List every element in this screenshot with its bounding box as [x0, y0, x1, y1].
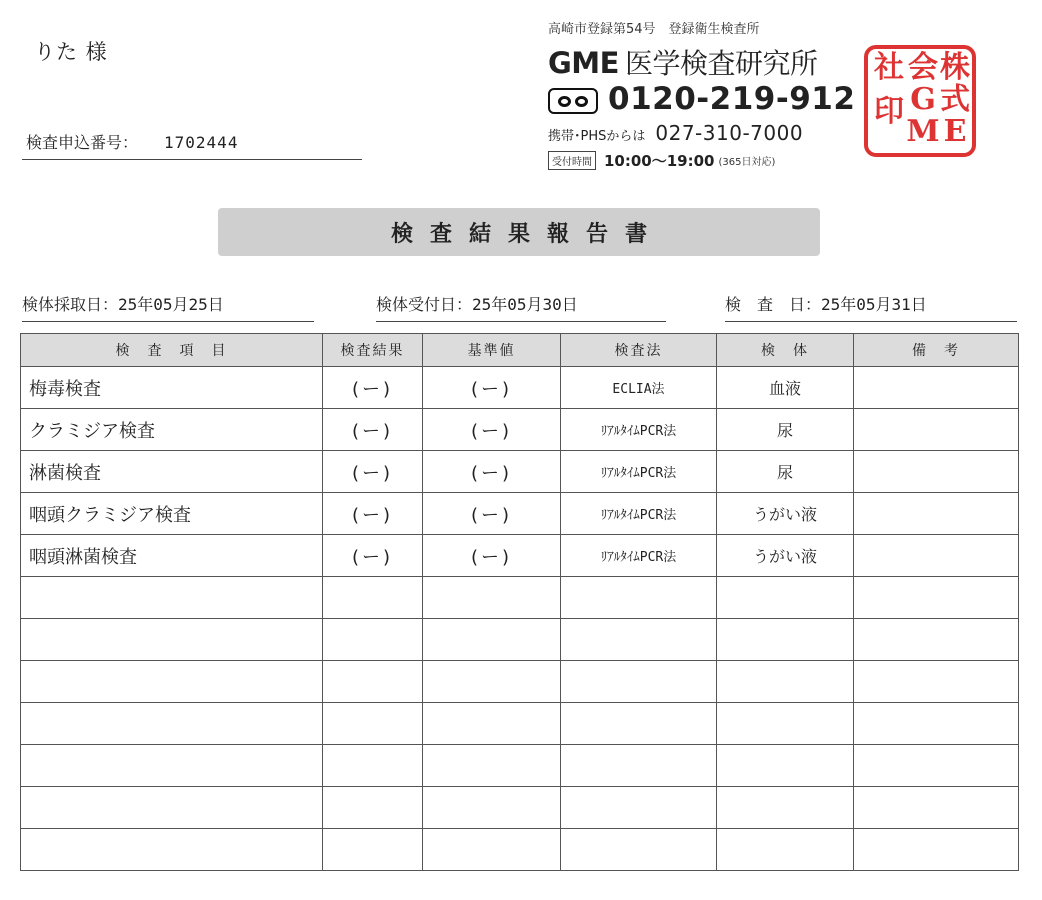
header-method: 検査法: [561, 334, 717, 367]
patient-name: りた 様: [34, 40, 108, 64]
empty-cell: [323, 577, 423, 619]
hours-label: 受付時間: [548, 151, 596, 170]
specimen: うがい液: [717, 493, 854, 535]
application-number-value: 1702444: [164, 133, 239, 152]
test-item: 咽頭淋菌検査: [21, 535, 323, 577]
reference-value: (ー): [423, 451, 561, 493]
empty-cell: [717, 745, 854, 787]
empty-cell: [423, 577, 561, 619]
test-result: (ー): [323, 451, 423, 493]
test-item: クラミジア検査: [21, 409, 323, 451]
seal-glyph: 印: [874, 94, 904, 129]
empty-cell: [854, 619, 1019, 661]
seal-glyph: G: [910, 82, 936, 117]
collection-date: 検体採取日：25年05月25日: [22, 292, 314, 322]
empty-cell: [854, 577, 1019, 619]
empty-cell: [561, 619, 717, 661]
table-row: [21, 367, 1019, 409]
empty-cell: [561, 787, 717, 829]
test-method: ﾘｱﾙﾀｲﾑPCR法: [561, 493, 717, 535]
test-method: ﾘｱﾙﾀｲﾑPCR法: [561, 535, 717, 577]
empty-cell: [21, 787, 323, 829]
hours-note: (365日対応): [718, 157, 776, 168]
empty-table-row: [21, 829, 1019, 871]
empty-cell: [854, 829, 1019, 871]
test-result: (ー): [323, 367, 423, 409]
table-row: [21, 493, 1019, 535]
test-item: 淋菌検査: [21, 451, 323, 493]
table-row: [21, 409, 1019, 451]
empty-cell: [423, 745, 561, 787]
results-table: [20, 333, 1019, 871]
test-item: 咽頭クラミジア検査: [21, 493, 323, 535]
empty-cell: [854, 661, 1019, 703]
test-item: 梅毒検査: [21, 367, 323, 409]
empty-cell: [323, 619, 423, 661]
reference-value: (ー): [423, 493, 561, 535]
seal-glyph: M: [906, 114, 940, 149]
header-reference: 基準値: [423, 334, 561, 367]
seal-glyph: 株: [940, 50, 970, 85]
empty-cell: [561, 829, 717, 871]
free-dial-number: 0120-219-912: [608, 81, 856, 117]
empty-cell: [21, 661, 323, 703]
test-method: ECLIA法: [561, 367, 717, 409]
header-remarks: 備 考: [854, 334, 1019, 367]
empty-cell: [423, 661, 561, 703]
remarks: [854, 367, 1019, 409]
header-item: 検 査 項 目: [21, 334, 323, 367]
remarks: [854, 535, 1019, 577]
seal-glyph: E: [943, 114, 967, 149]
empty-cell: [561, 703, 717, 745]
empty-table-row: [21, 787, 1019, 829]
empty-cell: [854, 703, 1019, 745]
header-specimen: 検 体: [717, 334, 854, 367]
specimen: 血液: [717, 367, 854, 409]
empty-cell: [323, 661, 423, 703]
empty-cell: [21, 829, 323, 871]
remarks: [854, 493, 1019, 535]
seal-glyph: 式: [940, 82, 970, 117]
empty-cell: [21, 577, 323, 619]
specimen: うがい液: [717, 535, 854, 577]
empty-cell: [561, 577, 717, 619]
empty-table-row: [21, 745, 1019, 787]
company-name-latin: GME: [548, 46, 619, 80]
table-row: [21, 535, 1019, 577]
empty-cell: [717, 829, 854, 871]
empty-cell: [561, 745, 717, 787]
empty-rows: [21, 577, 1019, 871]
hours-value: 10:00〜19:00: [604, 152, 715, 170]
empty-cell: [323, 745, 423, 787]
document-title: 検査結果報告書: [390, 221, 664, 247]
empty-table-row: [21, 619, 1019, 661]
empty-cell: [717, 661, 854, 703]
empty-cell: [854, 745, 1019, 787]
specimen: 尿: [717, 409, 854, 451]
empty-cell: [323, 703, 423, 745]
empty-cell: [21, 703, 323, 745]
mobile-number: 027-310-7000: [655, 121, 804, 145]
reference-value: (ー): [423, 535, 561, 577]
company-seal-stamp: [864, 45, 976, 157]
application-number-line: [22, 130, 362, 160]
specimen: 尿: [717, 451, 854, 493]
test-method: ﾘｱﾙﾀｲﾑPCR法: [561, 451, 717, 493]
empty-cell: [21, 745, 323, 787]
empty-cell: [717, 703, 854, 745]
title-bar: [218, 208, 820, 256]
test-result: (ー): [323, 409, 423, 451]
empty-cell: [423, 787, 561, 829]
empty-cell: [423, 619, 561, 661]
empty-cell: [717, 787, 854, 829]
reference-value: (ー): [423, 367, 561, 409]
header-result: 検査結果: [323, 334, 423, 367]
empty-cell: [717, 619, 854, 661]
exam-date: 検 査 日：25年05月31日: [725, 292, 1017, 322]
mobile-line: [548, 121, 803, 145]
hours-line: [548, 150, 775, 171]
remarks: [854, 409, 1019, 451]
test-result: (ー): [323, 493, 423, 535]
empty-cell: [854, 787, 1019, 829]
company-registration: 高崎市登録第54号 登録衛生検査所: [548, 22, 760, 37]
empty-cell: [323, 787, 423, 829]
remarks: [854, 451, 1019, 493]
empty-table-row: [21, 661, 1019, 703]
company-name-jp: 医学検査研究所: [624, 47, 818, 80]
free-dial-line: [548, 81, 855, 117]
mobile-label: 携帯･PHSからは: [548, 129, 646, 144]
empty-cell: [323, 829, 423, 871]
empty-table-row: [21, 577, 1019, 619]
reference-value: (ー): [423, 409, 561, 451]
table-header-row: [21, 334, 1019, 367]
company-name: [548, 42, 818, 82]
empty-cell: [423, 703, 561, 745]
test-result: (ー): [323, 535, 423, 577]
test-method: ﾘｱﾙﾀｲﾑPCR法: [561, 409, 717, 451]
free-dial-icon: [548, 88, 598, 114]
table-row: [21, 451, 1019, 493]
empty-table-row: [21, 703, 1019, 745]
empty-cell: [21, 619, 323, 661]
application-number-label: 検査申込番号：: [26, 133, 139, 152]
empty-cell: [717, 577, 854, 619]
empty-cell: [423, 829, 561, 871]
received-date: 検体受付日：25年05月30日: [376, 292, 666, 322]
seal-glyph: 会: [908, 50, 938, 85]
empty-cell: [561, 661, 717, 703]
seal-glyph: 社: [874, 50, 904, 85]
